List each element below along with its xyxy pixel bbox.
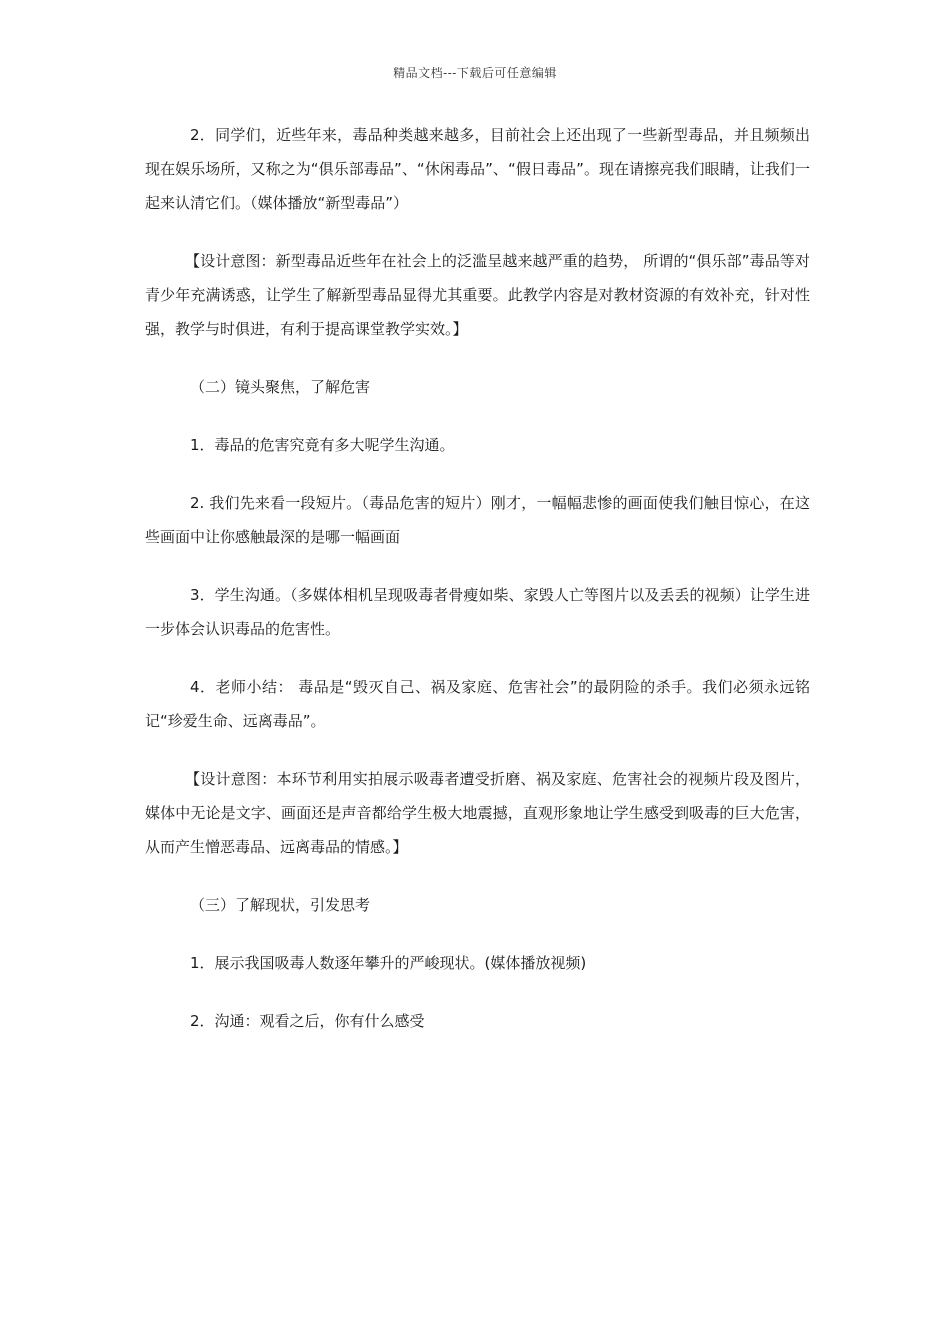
list-item: 1．展示我国吸毒人数逐年攀升的严峻现状。(媒体播放视频) xyxy=(190,954,587,972)
document-body xyxy=(145,118,810,1038)
list-item: 2. 我们先来看一段短片。（毒品危害的短片）刚才，一幅幅悲惨的画面使我们触目惊心，在这些画面中让你感触最深的是哪一幅画面 xyxy=(145,494,810,546)
paragraph-new-drugs: 2．同学们，近些年来，毒品种类越来越多，目前社会上还出现了一些新型毒品，并且频频出现在娱乐场所，又称之为“俱乐部毒品”、“休闲毒品”、“假日毒品”。现在请擦亮我们眼睛，让我们一起来认清它们。（媒体播放“新型毒品”） xyxy=(145,126,810,212)
design-intent-note: 【设计意图：新型毒品近些年在社会上的泛滥呈越来越严重的趋势， 所谓的“俱乐部”毒品等对青少年充满诱惑，让学生了解新型毒品显得尤其重要。此教学内容是对教材资源的有效补充，针对性强，教学与时俱进，有利于提高课堂教学实效。】 xyxy=(145,252,810,338)
list-item: 2．沟通：观看之后，你有什么感受 xyxy=(190,1012,425,1030)
design-intent-note: 【设计意图：本环节利用实拍展示吸毒者遭受折磨、祸及家庭、危害社会的视频片段及图片，媒体中无论是文字、画面还是声音都给学生极大地震撼，直观形象地让学生感受到吸毒的巨大危害，从而产生憎恶毒品、远离毒品的情感。】 xyxy=(145,770,810,856)
section-heading: （三）了解现状，引发思考 xyxy=(190,896,371,914)
list-item: 1．毒品的危害究竟有多大呢学生沟通。 xyxy=(190,436,455,454)
list-item: 4．老师小结： 毒品是“毁灭自己、祸及家庭、危害社会”的最阴险的杀手。我们必须永远铭记“珍爱生命、远离毒品”。 xyxy=(145,678,810,730)
section-heading: （二）镜头聚焦，了解危害 xyxy=(190,378,371,396)
list-item: 3．学生沟通。（多媒体相机呈现吸毒者骨瘦如柴、家毁人亡等图片以及丢丢的视频）让学生进一步体会认识毒品的危害性。 xyxy=(145,586,810,638)
page-header: 精品文档---下载后可任意编辑 xyxy=(393,66,557,80)
